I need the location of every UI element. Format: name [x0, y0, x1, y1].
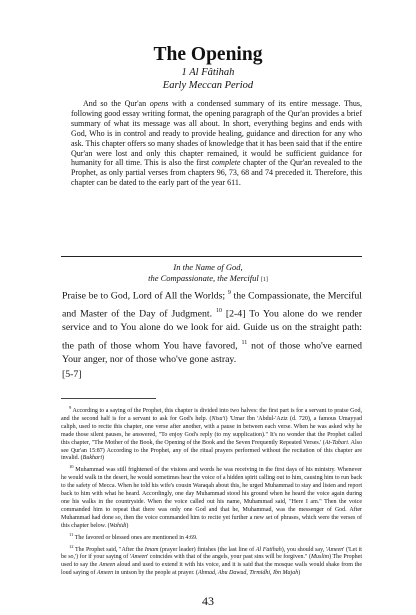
footnote-11: [61, 531, 362, 543]
footnote-source: At-Tabari: [324, 439, 348, 446]
footnote-text: ' coincides with that of the angels, your past sins will be forgiven." (: [147, 554, 312, 561]
verse-text: To You alone do we render service and to You alone do we look for aid. Guide us on the straight path: the path of those whom You have favored,: [62, 307, 362, 352]
footnote-marker[interactable]: 11: [241, 339, 248, 346]
revelation-period: Early Meccan Period: [162, 80, 254, 91]
footnote-text: ) 'Umar Ibn 'Abdul-'Aziz (d. 720), a famous Umayyad caliph, used to recite this chapter, one verse after another, with a pause in between each verse. When he was asked why he made those silent pauses, he answered, "To enjoy God's reply (to my supplication)." It's no wonder that the Prophet called this chapter, "The Mother of the Book, the Opening of the Book and the Seven Frequently Repeated Verses.' (: [61, 415, 363, 446]
basmala-text: the Compassionate, the Merciful: [148, 273, 259, 283]
footnote-text: The Prophet said, "After the: [73, 546, 145, 553]
verse-text: the Compassionate, the Merciful and Master of the Day of Judgment.: [62, 290, 362, 319]
basmala-line-2: [0, 273, 416, 286]
verse-reference: [2-4]: [225, 307, 246, 319]
verses-text: [62, 286, 362, 382]
footnote-number: 11: [69, 531, 74, 537]
footnote-12: [61, 543, 362, 579]
footnote-term: Al Fatihah: [255, 546, 282, 553]
footnote-10: [61, 463, 362, 530]
footnote-text: in unison by the people at prayer. (: [113, 570, 198, 577]
footnote-text: ' ('Let it be so,') for if your saying of ': [61, 546, 362, 561]
footnote-term: Imam: [144, 546, 159, 553]
chapter-title: The Opening: [153, 44, 263, 65]
footnote-source: Wahidi: [109, 522, 127, 529]
footnote-term: Ameen: [96, 570, 114, 577]
footnote-source: Ahmad, Abu Dawud, Tirmidhi, Ibn Majah: [197, 570, 299, 577]
footnote-marker[interactable]: 9: [227, 290, 231, 296]
footnote-text: ), you should say, ': [281, 546, 327, 553]
chapter-heading: [0, 44, 416, 92]
surah-name: 1 Al Fâtihah: [181, 67, 235, 78]
footnote-text: aloud and used to extend it with his voice, and it is said that the mosque walls would shake from the loud saying of: [61, 562, 362, 577]
footnote-text: Muhammad was still frightened of the visions and words he was receiving in the first days of his ministry. Whenever he would walk in the desert, he would sometimes hear the voice of a hidden spirit calling out to him, causing him to run back to the safety of Mecca. When he told his wife's cousin Waraqah about this, he urged Muhammad to stay and listen and report back to him with what he heard. Accordingly, one day Muhammad stood his ground when he heard the voice again during one his walks in the countryside. When the voice called out his name, Muhammad said, "Here I am." Then the voice commanded him to repeat that there was only one God and that he, Muhammad, was the messenger of God. After Muhammad had done so, then the voice commanded him to recite yet further a new set of phrases, which were the verses of this chapter below. (: [61, 467, 362, 529]
footnote-text: ): [126, 522, 129, 529]
basmala-line-1: In the Name of God,: [173, 262, 243, 272]
intro-text: chapter of the Qur'an revealed to the Prophet, as only partial verses from chapters 96, 73, 68 and 74 preceded it. Therefore, this chapter can be dated to the early part of the year 611.: [71, 158, 362, 188]
footnote-text: ) The Prophet used to say the: [61, 554, 362, 569]
footnote-source: Nisa'i: [211, 415, 226, 422]
intro-emphasis: complete: [211, 158, 241, 168]
footnote-number: 9: [69, 405, 72, 410]
top-divider: [61, 256, 362, 257]
verse-text: Praise be to God, Lord of All the Worlds;: [62, 290, 228, 302]
page-number: 43: [202, 594, 214, 608]
footnote-source: Bukhari: [82, 455, 103, 462]
footnote-number: 12: [69, 543, 74, 549]
basmala: [0, 262, 416, 286]
verse-reference: [5-7]: [62, 368, 82, 380]
intro-text: And so the Qur'an: [83, 99, 150, 108]
footnote-text: ): [102, 455, 105, 462]
footnote-text: ): [298, 570, 301, 577]
footnote-text: (prayer leader) finishes (the last line of: [158, 546, 256, 553]
footnotes: [61, 404, 362, 578]
intro-paragraph: [71, 99, 362, 188]
footnote-term: Ameen: [326, 546, 344, 553]
footnote-source: Muslim: [311, 554, 330, 561]
footnote-text: The favored or blessed ones are mentioned in 4:69.: [73, 534, 198, 541]
footnote-9: [61, 404, 362, 463]
footnote-marker[interactable]: 10: [215, 307, 222, 314]
verse-text: not of those who've earned Your anger, nor of those who've gone astray.: [62, 340, 362, 366]
footnote-term: Ameen: [98, 562, 116, 569]
footnote-term: Ameen: [130, 554, 148, 561]
footnote-text: . Also see Qur'an 15:87) According to the Prophet, any of the ritual prayers performed without the recitation of this chapter are invalid. (: [61, 439, 362, 462]
intro-emphasis: opens: [149, 99, 169, 108]
intro-text: with a condensed summary of its entire message. Thus, following good essay writing format, the opening paragraph of the Qur'an provides a brief summary of what its message was all about. In short, everything begins and ends with God, Who is in control and ready to provide healing, guidance and direction for any who ask. This chapter offers so many shades of knowledge that it has been said that if the entire Qur'an were lost and only this chapter remained, it would be sufficient guidance for humanity for all time. This is also the first: [71, 99, 362, 168]
footnote-number: 10: [69, 464, 74, 470]
footnote-divider: [61, 398, 156, 399]
footnote-text: According to a saying of the Prophet, this chapter is divided into two halves: the first part is for a servant to praise God, and the second half is for a servant to ask for God's help. (: [61, 408, 362, 422]
verse-reference: [1]: [260, 277, 268, 283]
